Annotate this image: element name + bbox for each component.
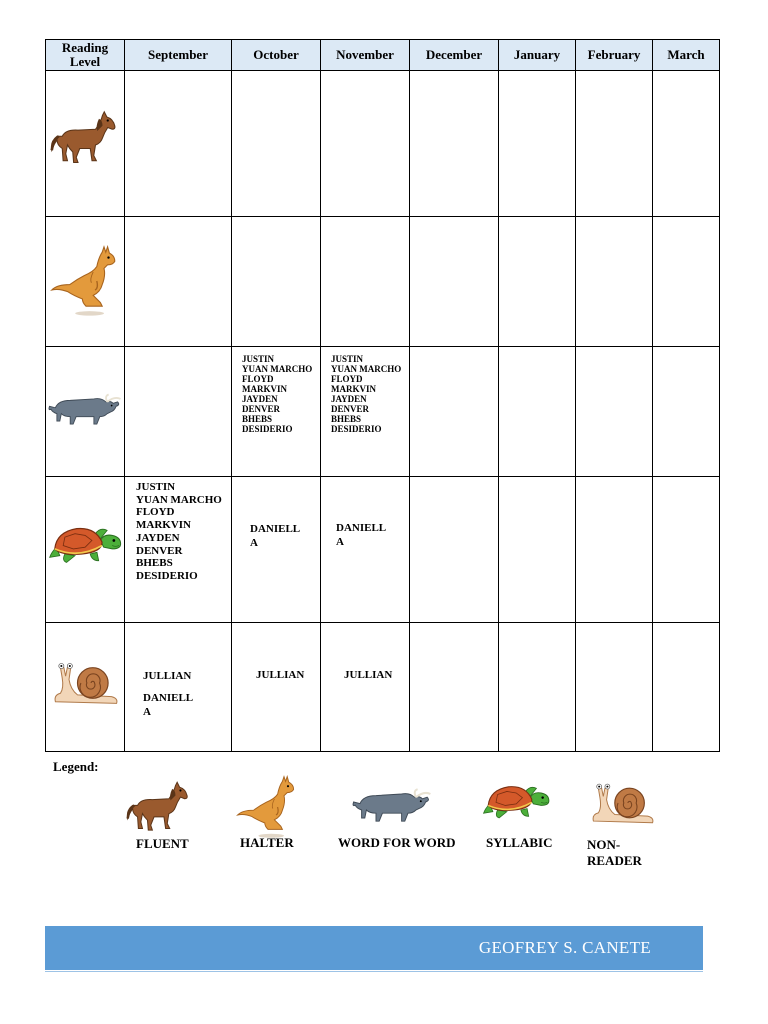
- name-text: FLOYD: [242, 374, 274, 384]
- cell: [125, 347, 232, 477]
- turtle-icon: [48, 521, 124, 565]
- header-reading-level: Reading Level: [46, 40, 125, 71]
- table-row: [46, 71, 720, 217]
- name-text: DESIDERIO: [136, 569, 198, 582]
- header-march: March: [653, 40, 720, 71]
- name-text: JUSTIN: [331, 354, 364, 364]
- name-text: YUAN MARCHO: [331, 364, 402, 374]
- legend-label-word-for-word: WORD FOR WORD: [338, 835, 456, 850]
- cell: [232, 217, 321, 347]
- cell: [410, 71, 499, 217]
- cell-september-names: [125, 477, 232, 623]
- name-text: MARKVIN: [331, 384, 376, 394]
- cell: [576, 347, 653, 477]
- cell-september-names: [125, 623, 232, 752]
- kangaroo-icon: [236, 775, 300, 839]
- cell: [576, 71, 653, 217]
- name-text: JAYDEN: [331, 394, 367, 404]
- name-text: JUSTIN: [136, 481, 176, 493]
- cell: [576, 217, 653, 347]
- cell: [576, 477, 653, 623]
- kangaroo-icon: [50, 245, 122, 317]
- table-row: [46, 477, 720, 623]
- buffalo-icon: [350, 786, 434, 826]
- turtle-icon: [482, 778, 552, 822]
- header-january: January: [499, 40, 576, 71]
- cell: [321, 217, 410, 347]
- snail-icon: [590, 780, 656, 826]
- cell: [321, 71, 410, 217]
- cell: [653, 477, 720, 623]
- header-february: February: [576, 40, 653, 71]
- table-row: [46, 623, 720, 752]
- name-text: A: [336, 536, 344, 548]
- cell-november-names: [321, 477, 410, 623]
- level-cell-syllabic: [46, 477, 125, 623]
- table-row: [46, 347, 720, 477]
- name-text: DENVER: [242, 404, 281, 414]
- header-october: October: [232, 40, 321, 71]
- cell: [499, 347, 576, 477]
- author-name: GEOFREY S. CANETE: [478, 938, 651, 957]
- name-text: JAYDEN: [242, 394, 278, 404]
- name-text: JULLIAN: [256, 669, 305, 681]
- name-text: DESIDERIO: [331, 424, 382, 434]
- footer-divider: [45, 971, 703, 972]
- name-text: JULLIAN: [344, 669, 393, 681]
- name-text: BHEBS: [136, 557, 173, 570]
- cell-november-names: [321, 347, 410, 477]
- cell-october-names: [232, 623, 321, 752]
- name-text: JAYDEN: [136, 531, 180, 544]
- cell: [499, 71, 576, 217]
- legend-label-syllabic: SYLLABIC: [486, 835, 553, 850]
- horse-icon: [126, 780, 192, 834]
- name-text: DENVER: [331, 404, 370, 414]
- cell: [576, 623, 653, 752]
- legend-title: Legend:: [53, 759, 99, 774]
- level-cell-halter: [46, 217, 125, 347]
- cell: [499, 217, 576, 347]
- snail-icon: [52, 659, 120, 707]
- level-cell-fluent: [46, 71, 125, 217]
- footer-bar: [45, 926, 703, 970]
- level-cell-non-reader: [46, 623, 125, 752]
- name-text: DANIELL: [143, 692, 194, 704]
- reading-level-table: [45, 39, 720, 752]
- name-text: BHEBS: [331, 414, 362, 424]
- legend-label-non-reader: NON-READER: [587, 837, 642, 868]
- name-text: DESIDERIO: [242, 424, 293, 434]
- horse-icon: [50, 109, 120, 167]
- name-text: JULLIAN: [143, 670, 192, 682]
- cell-november-names: [321, 623, 410, 752]
- name-text: DENVER: [136, 544, 183, 557]
- legend-label-halter: HALTER: [240, 835, 294, 850]
- cell: [410, 347, 499, 477]
- header-december: December: [410, 40, 499, 71]
- legend-label-fluent: FLUENT: [136, 836, 189, 851]
- name-text: MARKVIN: [136, 519, 191, 532]
- cell: [653, 347, 720, 477]
- cell: [653, 623, 720, 752]
- name-text: DANIELL: [250, 523, 301, 535]
- cell-october-names: [232, 477, 321, 623]
- buffalo-icon: [48, 391, 122, 429]
- cell: [410, 477, 499, 623]
- name-text: YUAN MARCHO: [242, 364, 313, 374]
- cell: [499, 623, 576, 752]
- name-text: BHEBS: [242, 414, 273, 424]
- cell: [125, 217, 232, 347]
- cell: [653, 71, 720, 217]
- name-text: DANIELL: [336, 522, 387, 534]
- name-text: A: [250, 537, 258, 549]
- level-cell-word-for-word: [46, 347, 125, 477]
- name-text: YUAN MARCHO: [136, 493, 222, 506]
- cell: [232, 71, 321, 217]
- name-text: A: [143, 706, 151, 718]
- table-row: [46, 217, 720, 347]
- cell: [410, 217, 499, 347]
- cell: [499, 477, 576, 623]
- header-row: [46, 40, 720, 71]
- name-text: FLOYD: [331, 374, 363, 384]
- name-text: FLOYD: [136, 506, 175, 519]
- cell: [410, 623, 499, 752]
- cell: [125, 71, 232, 217]
- name-text: JUSTIN: [242, 354, 275, 364]
- header-september: September: [125, 40, 232, 71]
- name-text: MARKVIN: [242, 384, 287, 394]
- cell-october-names: [232, 347, 321, 477]
- cell: [653, 217, 720, 347]
- header-november: November: [321, 40, 410, 71]
